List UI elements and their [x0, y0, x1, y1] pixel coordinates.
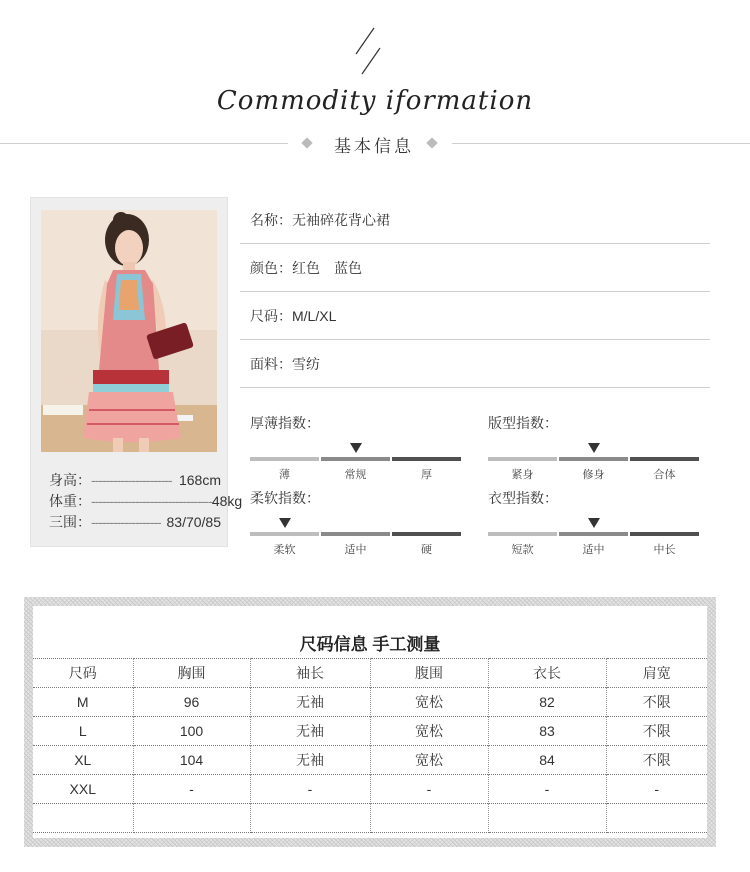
stat-dash: -------------------	[91, 514, 161, 530]
index-segment	[392, 457, 461, 461]
size-table-cell	[488, 804, 606, 833]
info-label: 尺码：	[250, 307, 292, 324]
index-bar	[250, 508, 462, 536]
index-label: 厚	[421, 469, 432, 481]
size-table-cell: 不限	[606, 717, 707, 746]
size-table-cell: -	[488, 775, 606, 804]
stat-value: 83/70/85	[166, 514, 221, 530]
index-title: 版型指数：	[488, 415, 558, 431]
model-stats	[49, 470, 243, 533]
index-segment	[250, 532, 319, 536]
index-segment	[488, 457, 557, 461]
size-table	[33, 658, 707, 833]
stat-value: 48kg	[211, 493, 243, 509]
index-label: 薄	[279, 469, 290, 481]
softness-index	[250, 488, 462, 559]
info-value: 无袖碎花背心裙	[292, 211, 390, 228]
size-table-cell	[33, 804, 133, 833]
size-table-cell: -	[133, 775, 250, 804]
size-table-cell: 83	[488, 717, 606, 746]
index-segment	[321, 532, 390, 536]
index-segment	[630, 457, 699, 461]
size-table-cell: 无袖	[250, 746, 370, 775]
double-slash-icon	[352, 26, 384, 76]
table-row	[33, 688, 707, 717]
size-table-cell	[606, 804, 707, 833]
info-value: 红色 蓝色	[292, 259, 362, 276]
index-label: 紧身	[511, 469, 534, 481]
index-labels	[250, 466, 462, 484]
size-table-cell: -	[606, 775, 707, 804]
table-row	[33, 804, 707, 833]
size-table-cell: 无袖	[250, 688, 370, 717]
model-panel	[30, 197, 243, 547]
stat-weight	[49, 491, 243, 512]
index-labels	[488, 466, 700, 484]
index-labels	[250, 541, 462, 559]
info-value: 雪纺	[292, 355, 320, 372]
size-table-cell: M	[33, 688, 133, 717]
info-row-fabric	[240, 340, 710, 388]
size-table-header-row	[33, 659, 707, 688]
stat-dash: ----------------------	[91, 472, 172, 488]
length-index	[488, 488, 700, 559]
info-row-size	[240, 292, 710, 340]
size-table-frame	[24, 597, 716, 847]
size-table-cell: 宽松	[370, 717, 488, 746]
index-segment	[559, 457, 628, 461]
size-table-header-cell: 胸围	[133, 659, 250, 688]
index-segment	[559, 532, 628, 536]
index-label: 常规	[344, 469, 367, 481]
info-label: 面料：	[250, 355, 292, 372]
index-labels	[488, 541, 700, 559]
index-bar	[488, 508, 700, 536]
size-table-cell	[133, 804, 250, 833]
size-table-header-cell: 腹围	[370, 659, 488, 688]
size-table-cell: 84	[488, 746, 606, 775]
table-row	[33, 746, 707, 775]
size-table-cell: L	[33, 717, 133, 746]
size-table-header-cell: 衣长	[488, 659, 606, 688]
stat-label: 三围：	[49, 514, 91, 530]
info-row-color	[240, 244, 710, 292]
index-segment	[321, 457, 390, 461]
size-table-cell: 宽松	[370, 688, 488, 717]
section-title-script: Commodity iformation	[216, 86, 534, 116]
model-photo-illustration	[41, 210, 217, 452]
size-table-cell: 82	[488, 688, 606, 717]
index-label: 硬	[421, 544, 432, 556]
size-table-cell	[250, 804, 370, 833]
info-row-name	[240, 196, 710, 244]
index-label: 适中	[344, 544, 367, 556]
size-table-cell: 不限	[606, 688, 707, 717]
index-label: 适中	[582, 544, 605, 556]
size-table-cell: -	[370, 775, 488, 804]
size-table-cell	[370, 804, 488, 833]
size-table-cell: -	[250, 775, 370, 804]
index-marker-icon	[279, 518, 291, 528]
product-info-list	[240, 196, 710, 388]
size-table-cell: 宽松	[370, 746, 488, 775]
info-label: 颜色：	[250, 259, 292, 276]
stat-dash: ---------------------------------	[91, 493, 212, 509]
divider-right	[452, 143, 750, 144]
index-bar	[488, 433, 700, 461]
size-table-cell: 100	[133, 717, 250, 746]
size-table-cell: 无袖	[250, 717, 370, 746]
index-title: 衣型指数：	[488, 490, 558, 506]
model-photo	[41, 210, 217, 452]
stat-value: 168cm	[178, 472, 221, 488]
stat-label: 身高：	[49, 472, 91, 488]
stat-height	[49, 470, 221, 491]
fit-index	[488, 413, 700, 484]
size-table-header-cell: 袖长	[250, 659, 370, 688]
index-segment	[488, 532, 557, 536]
divider-left	[0, 143, 288, 144]
diamond-left-icon	[301, 137, 312, 148]
index-segment	[630, 532, 699, 536]
size-table-cell: XL	[33, 746, 133, 775]
index-marker-icon	[350, 443, 362, 453]
size-table-cell: 96	[133, 688, 250, 717]
table-row	[33, 775, 707, 804]
size-table-cell: 不限	[606, 746, 707, 775]
table-row	[33, 717, 707, 746]
size-table-cell: 104	[133, 746, 250, 775]
index-marker-icon	[588, 443, 600, 453]
section-subtitle: 基本信息	[334, 137, 414, 157]
index-title: 厚薄指数：	[250, 415, 320, 431]
size-table-header-cell: 肩宽	[606, 659, 707, 688]
index-label: 柔软	[273, 544, 296, 556]
stat-measurements	[49, 512, 221, 533]
index-label: 短款	[511, 544, 534, 556]
size-table-cell: XXL	[33, 775, 133, 804]
index-title: 柔软指数：	[250, 490, 320, 506]
index-label: 合体	[653, 469, 676, 481]
index-marker-icon	[588, 518, 600, 528]
thickness-index	[250, 413, 462, 484]
size-table-panel	[33, 606, 707, 838]
index-label: 中长	[653, 544, 676, 556]
size-table-header-cell: 尺码	[33, 659, 133, 688]
size-table-title: 尺码信息 手工测量	[299, 635, 441, 654]
index-segment	[250, 457, 319, 461]
info-label: 名称：	[250, 211, 292, 228]
index-label: 修身	[582, 469, 605, 481]
index-bar	[250, 433, 462, 461]
index-segment	[392, 532, 461, 536]
stat-label: 体重：	[49, 493, 91, 509]
info-value: M/L/XL	[292, 307, 337, 324]
